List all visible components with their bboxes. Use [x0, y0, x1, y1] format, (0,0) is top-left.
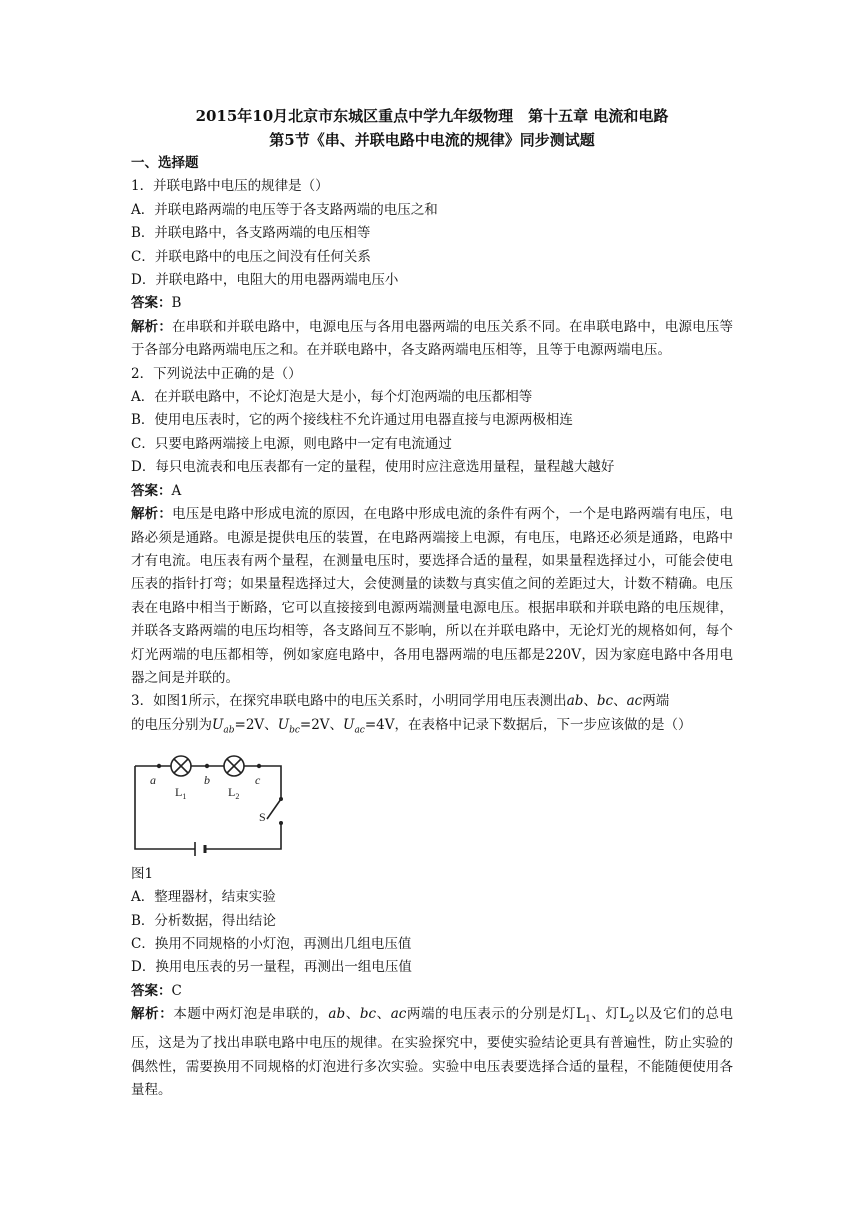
q3-option-c: C．换用不同规格的小灯泡，再测出几组电压值 — [131, 936, 412, 953]
circuit-diagram — [131, 751, 306, 861]
q2-option-a: A．在并联电路中，不论灯泡是大是小，每个灯泡两端的电压都相等 — [131, 389, 533, 406]
document-page — [131, 104, 733, 1103]
node-b — [205, 764, 209, 768]
title-line-1: 2015年10月北京市东城区重点中学九年级物理 第十五章 电流和电路 — [195, 107, 669, 125]
q2-option-c: C．只要电路两端接上电源，则电路中一定有电流通过 — [131, 435, 452, 452]
analysis-label: 解析： — [131, 1006, 174, 1023]
q3-answer-value: C — [171, 982, 182, 999]
q1-analysis-text: 在串联和并联电路中，电源电压与各用电器两端的电压关系不同。在串联电路中，电源电压等于各部分电路两端电压之和。在并联电路中，各支路两端电压相等，且等于电源两端电压。 — [131, 318, 734, 359]
switch-pivot — [279, 797, 283, 801]
label-l2: $L_2$ — [228, 784, 240, 801]
q1-answer — [131, 292, 733, 315]
q2-option-d: D．每只电流表和电压表都有一定的量程，使用时应注意选用量程，量程越大越好 — [131, 459, 615, 476]
answer-label: 答案： — [131, 982, 172, 999]
q1-analysis — [131, 316, 733, 363]
label-l1: $L_1$ — [175, 784, 187, 801]
label-s: S — [259, 809, 266, 824]
q2-answer — [131, 480, 733, 503]
q1-option-c: C．并联电路中的电压之间没有任何关系 — [131, 248, 371, 265]
q3-analysis: 解析：本题中两灯泡是串联的，ab、bc、ac两端的电压表示的分别是灯$L_1$、灯$L_2$以及它们的总电压，这是为了找出串联电路中电压的规律。在实验探究中，要使实验结论更具有普遍性，防止实验的偶然性，需要换用不同规格的灯泡进行多次实验。实验中电压表要选择合适的量程，不能随便使用各量程。 — [131, 1006, 734, 1099]
switch-contact — [279, 821, 283, 825]
answer-label: 答案： — [131, 482, 172, 499]
q3-option-d: D．换用电压表的另一量程，再测出一组电压值 — [131, 959, 412, 976]
q3-stem-line-1: 3．如图1所示，在探究串联电路中的电压关系时，小明同学用电压表测出ab、bc、ac两端 — [131, 693, 670, 710]
section-heading: 一、选择题 — [131, 155, 199, 171]
q1-option-a: A．并联电路两端的电压等于各支路两端的电压之和 — [131, 201, 438, 218]
title-line-2: 第5节《串、并联电路中电流的规律》同步测试题 — [269, 131, 595, 149]
q2-option-b: B．使用电压表时，它的两个接线柱不允许通过用电器直接与电源两极相连 — [131, 412, 573, 429]
q1-stem: 1．并联电路中电压的规律是（） — [131, 178, 329, 195]
q3-option-a: A．整理器材，结束实验 — [131, 889, 276, 906]
q1-option-d: D．并联电路中，电阻大的用电器两端电压小 — [131, 272, 399, 289]
figure-caption: 图1 — [131, 865, 154, 882]
answer-label: 答案： — [131, 295, 172, 312]
q2-analysis — [131, 503, 733, 690]
analysis-label: 解析： — [131, 506, 173, 523]
label-c: c — [255, 772, 261, 787]
q3-option-b: B．分析数据，得出结论 — [131, 912, 276, 929]
q1-option-b: B．并联电路中，各支路两端的电压相等 — [131, 225, 371, 242]
q2-answer-value: A — [171, 482, 182, 499]
node-a — [157, 764, 161, 768]
label-a: a — [150, 772, 156, 787]
q3-answer — [131, 980, 733, 1003]
analysis-label: 解析： — [131, 318, 173, 335]
q3-stem-line-2: 的电压分别为$U_{ab}=2V$、$U_{bc}=2V$、$U_{ac}=4V$，在表格中记录下数据后，下一步应该做的是（） — [131, 716, 692, 736]
q2-analysis-text: 电压是电路中形成电流的原因，在电路中形成电流的条件有两个，一个是电路两端有电压，电路必须是通路。电源是提供电压的装置，在电路两端接上电源，有电压，电路还必须是通路，电路中才有电流。电压表有两个量程，在测量电压时，要选择合适的量程，如果量程选择过小，可能会使电压表的指针打弯；如果量程选择过大，会使测量的读数与真实值之间的差距过大，计数不精确。电压表在电路中相当于断路，它可以直接接到电源两端测量电源电压。根据串联和并联电路的电压规律，并联各支路两端的电压均相等，各支路间互不影响，所以在并联电路中，无论灯光的规格如何，每个灯光两端的电压都相等，例如家庭电路中，各用电器两端的电压都是220V，因为家庭电路中各用电器之间是并联的。 — [131, 506, 734, 686]
q2-stem: 2．下列说法中正确的是（） — [131, 365, 302, 382]
q1-answer-value: B — [171, 295, 182, 312]
label-b: b — [204, 772, 210, 787]
node-c — [257, 764, 261, 768]
